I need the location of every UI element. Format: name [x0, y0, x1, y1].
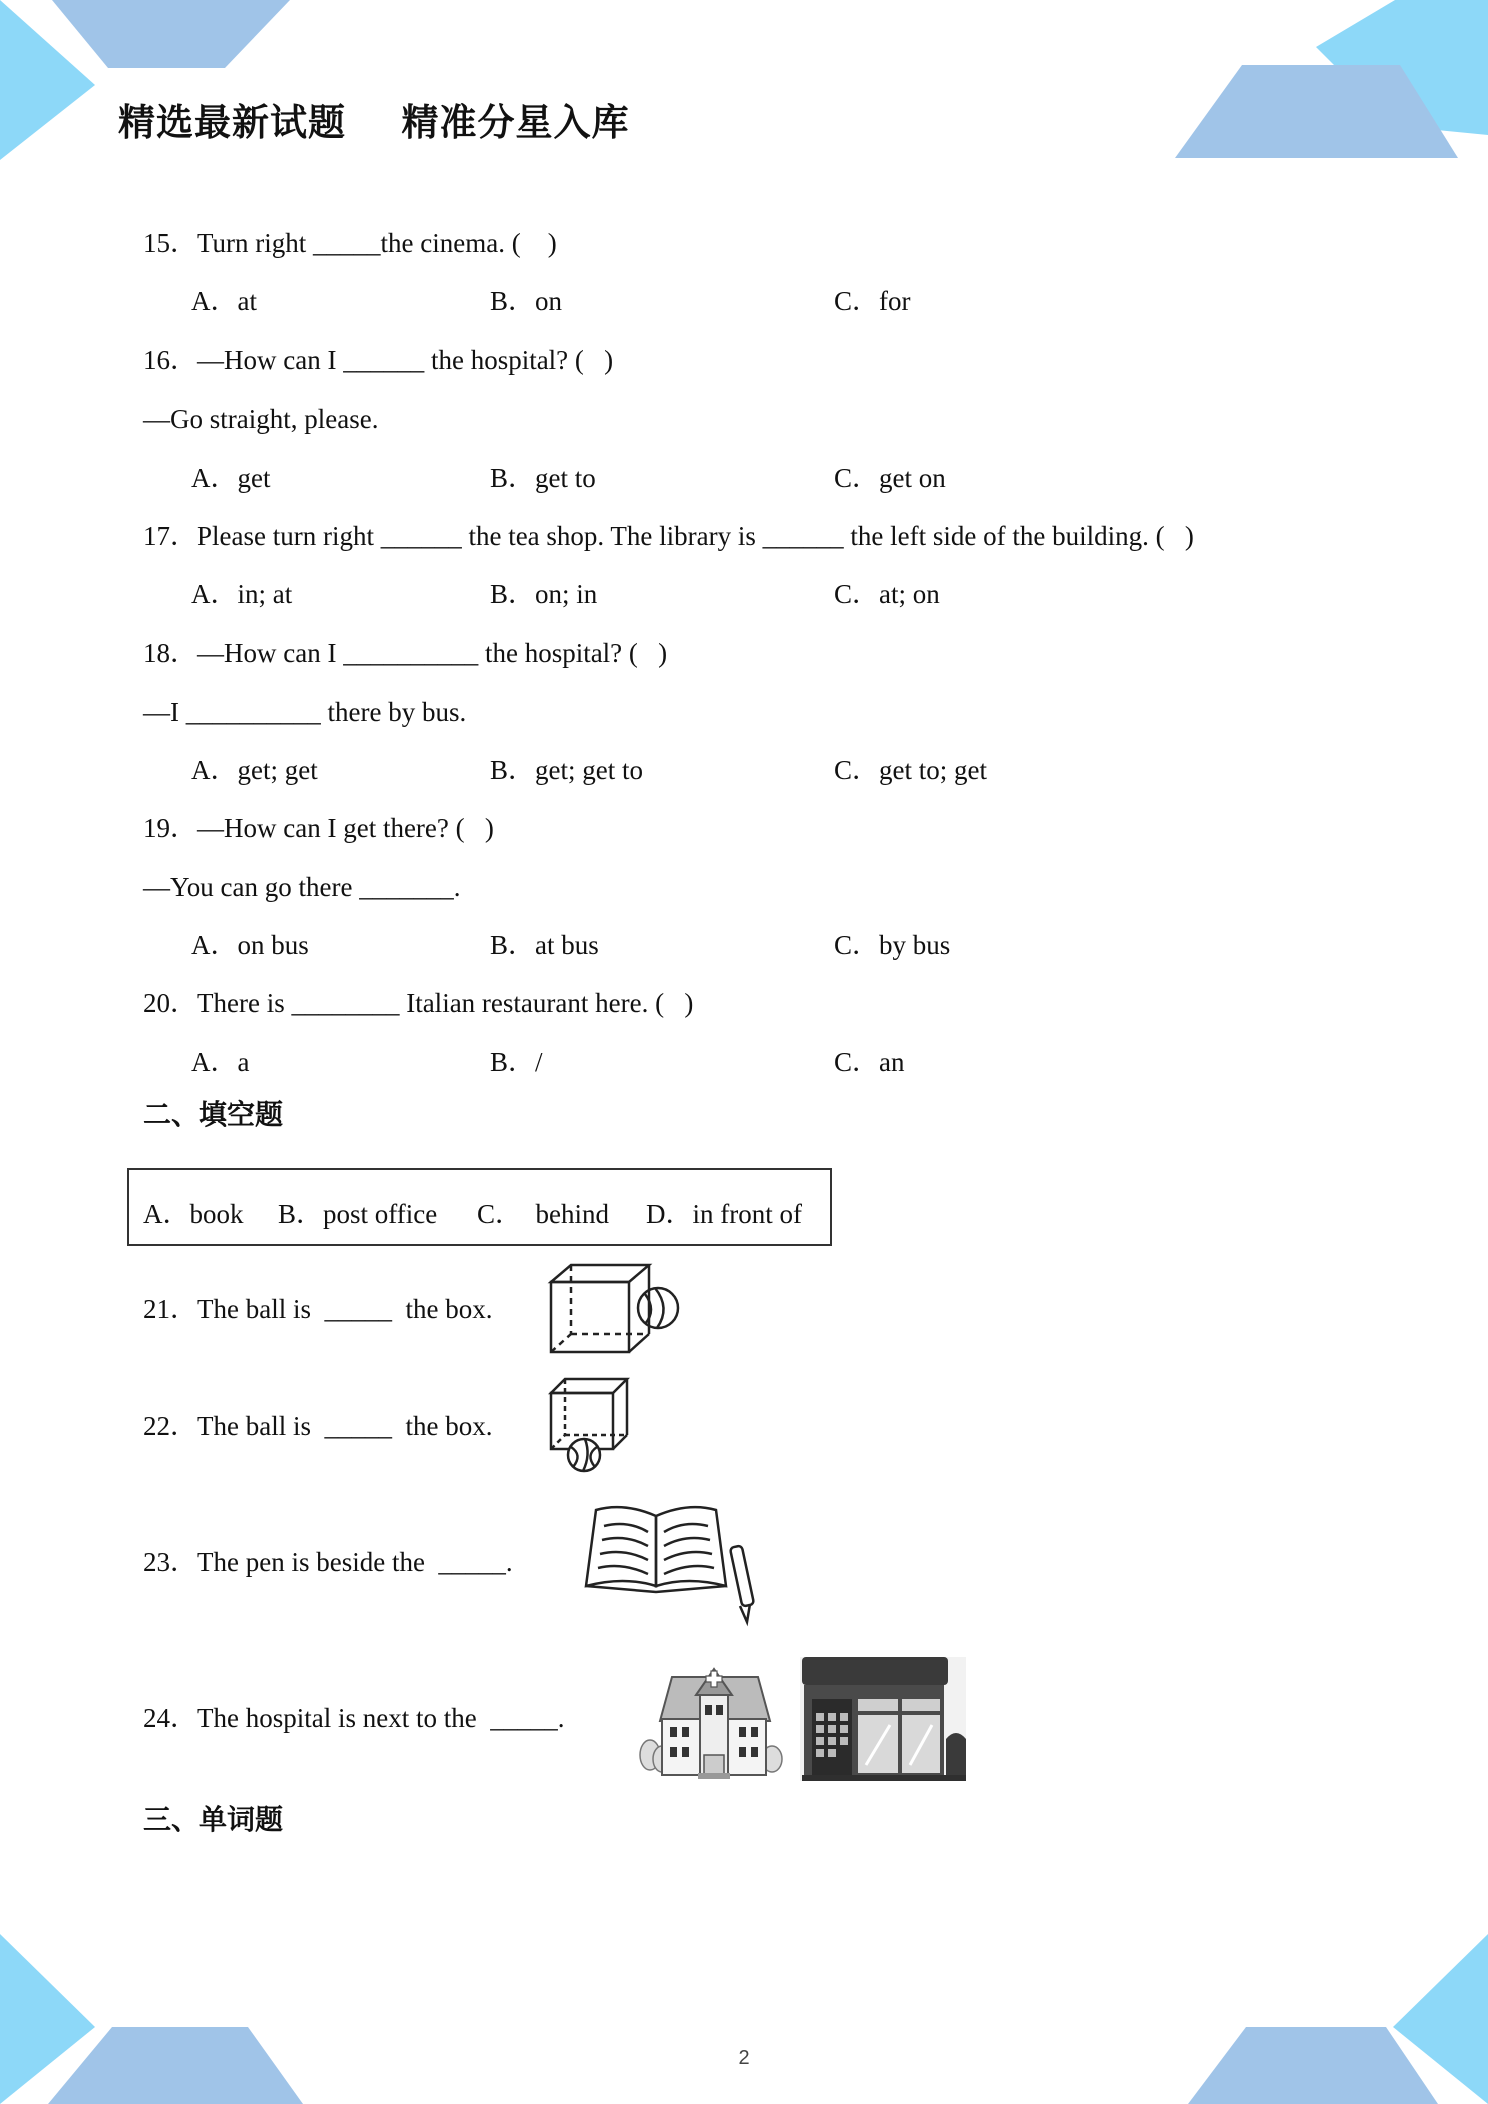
question-24-text: 24．The hospital is next to the _____. — [143, 1703, 565, 1733]
question-17-stem: 17．Please turn right ______ the tea shop. The library is ______ the left side of the building. ( ) — [143, 521, 1194, 551]
word-bank-box — [127, 1168, 832, 1246]
post-office-icon — [800, 1657, 966, 1781]
word-bank-option-b: B．post office — [278, 1199, 438, 1229]
corner-decoration-top-right — [1170, 0, 1488, 170]
book-pen-icon — [584, 1502, 764, 1627]
question-21-text: 21．The ball is _____ the box. — [143, 1294, 493, 1324]
question-20-option-b: B．/ — [490, 1047, 543, 1077]
question-22-text: 22．The ball is _____ the box. — [143, 1411, 493, 1441]
question-20-option-a: A．a — [191, 1047, 250, 1077]
question-20-stem: 20．There is ________ Italian restaurant here. ( ) — [143, 988, 694, 1018]
question-19-option-b: B．at bus — [490, 930, 599, 960]
question-18-stem: 18．—How can I __________ the hospital? ( ) — [143, 638, 668, 668]
question-17-option-a: A．in; at — [191, 579, 293, 609]
question-16-option-b: B．get to — [490, 463, 596, 493]
section-2-title: 二、填空题 — [143, 1098, 284, 1131]
question-19-stem: 19．—How can I get there? ( ) — [143, 813, 494, 843]
question-23-text: 23．The pen is beside the _____. — [143, 1547, 513, 1577]
question-18-option-b: B．get; get to — [490, 755, 643, 785]
question-18-option-c: C．get to; get — [834, 755, 987, 785]
corner-decoration-bottom-right — [1168, 1932, 1488, 2104]
page-header-title: 精选最新试题 精准分星入库 — [118, 101, 630, 144]
question-15-option-a: A．at — [191, 286, 257, 316]
box-ball-below-icon — [545, 1375, 635, 1475]
corner-decoration-bottom-left — [0, 1932, 320, 2104]
question-17-option-b: B．on; in — [490, 579, 598, 609]
question-15-option-c: C．for — [834, 286, 911, 316]
hospital-icon — [640, 1669, 782, 1779]
question-16-option-a: A．get — [191, 463, 271, 493]
section-3-title: 三、单词题 — [143, 1803, 284, 1836]
question-18-reply: —I __________ there by bus. — [143, 697, 467, 727]
box-ball-right-icon — [545, 1262, 680, 1358]
question-19-option-a: A．on bus — [191, 930, 309, 960]
question-20-option-c: C．an — [834, 1047, 905, 1077]
question-18-option-a: A．get; get — [191, 755, 318, 785]
word-bank-option-a: A．book — [143, 1199, 244, 1229]
page-number: 2 — [738, 2047, 750, 2069]
word-bank-option-c: C． behind — [477, 1199, 609, 1229]
question-15-stem: 15．Turn right _____the cinema. ( ) — [143, 228, 557, 258]
question-16-reply: —Go straight, please. — [143, 404, 379, 434]
question-16-option-c: C．get on — [834, 463, 946, 493]
question-19-option-c: C．by bus — [834, 930, 951, 960]
word-bank-option-d: D．in front of — [646, 1199, 802, 1229]
question-16-stem: 16．—How can I ______ the hospital? ( ) — [143, 345, 614, 375]
question-17-option-c: C．at; on — [834, 579, 940, 609]
hospital-post-office-icon — [632, 1655, 972, 1785]
question-19-reply: —You can go there _______. — [143, 872, 461, 902]
question-15-option-b: B．on — [490, 286, 563, 316]
